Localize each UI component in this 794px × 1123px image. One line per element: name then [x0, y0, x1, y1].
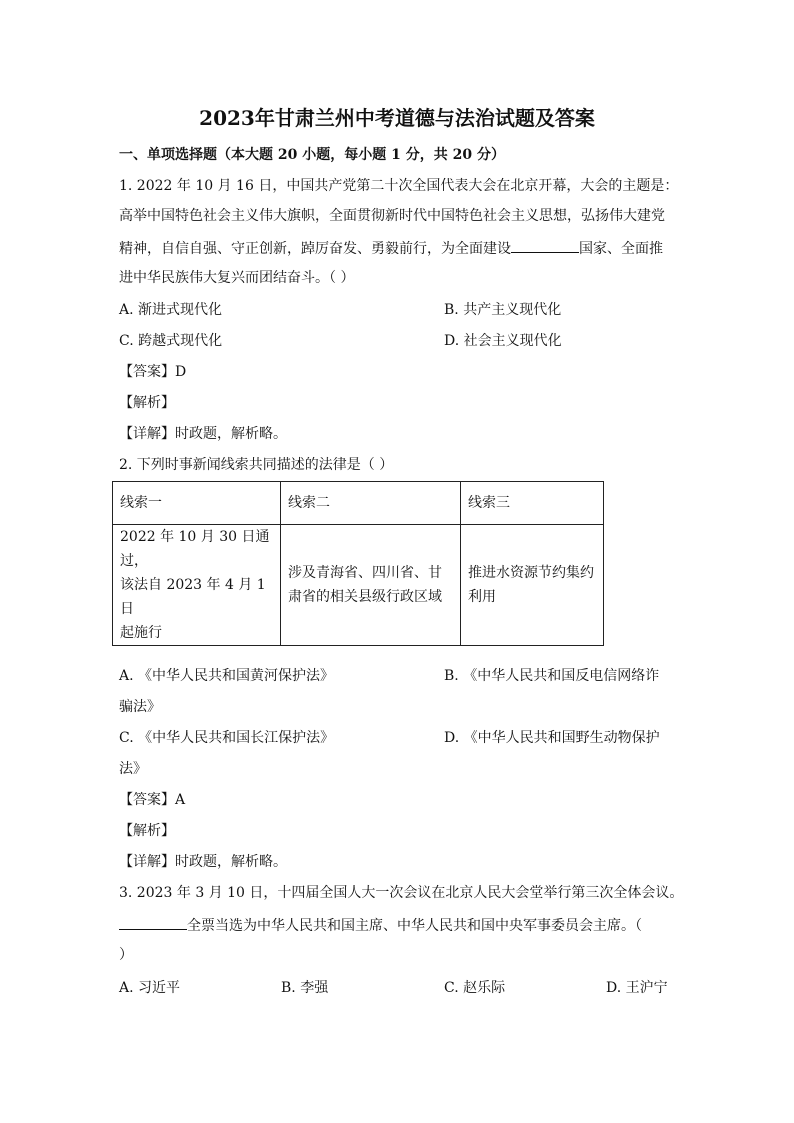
q3-stem-line-2-text: 全票当选为中华人民共和国主席、中华人民共和国中央军事委员会主席。（ [187, 918, 642, 934]
cell-line: 2022 年 10 月 30 日通过， [120, 529, 270, 569]
q2-option-b: B. 《中华人民共和国反电信网络诈 [444, 668, 660, 684]
section-heading: 一、单项选择题（本大题 20 小题，每小题 1 分，共 20 分） [119, 147, 505, 163]
q1-stem-line-3-post: 国家、全面推 [579, 241, 663, 257]
q1-stem-line-2: 高举中国特色社会主义伟大旗帜，全面贯彻新时代中国特色社会主义思想，弘扬伟大建党 [119, 208, 665, 224]
q2-option-b-cont: 骗法》 [119, 699, 161, 715]
table-header-cell: 线索一 [113, 482, 281, 525]
q1-option-b: B. 共产主义现代化 [444, 302, 562, 318]
document-title: 2023年甘肃兰州中考道德与法治试题及答案 [199, 106, 595, 130]
q1-stem-line-3 [119, 237, 663, 259]
clues-table [112, 481, 604, 646]
table-row [113, 525, 604, 646]
q1-detail: 【详解】时政题，解析略。 [119, 426, 287, 442]
q1-stem-line-3-pre: 精神，自信自强、守正创新，踔厉奋发、勇毅前行，为全面建设 [119, 241, 511, 257]
q2-detail: 【详解】时政题，解析略。 [119, 854, 287, 870]
q1-stem-line-1: 1. 2022 年 10 月 16 日，中国共产党第二十次全国代表大会在北京开幕，大会的主题是： [119, 178, 679, 194]
q3-option-b: B. 李强 [281, 980, 329, 996]
q1-option-d: D. 社会主义现代化 [444, 333, 562, 349]
q3-option-d: D. 王沪宁 [606, 980, 668, 996]
q1-analysis: 【解析】 [119, 395, 175, 411]
q1-option-c: C. 跨越式现代化 [119, 333, 223, 349]
cell-line: 起施行 [120, 625, 162, 641]
table-header-row [113, 482, 604, 525]
q1-answer: 【答案】D [119, 364, 187, 380]
table-header-cell: 线索三 [461, 482, 604, 525]
table-cell [281, 525, 461, 646]
q1-option-a: A. 渐进式现代化 [119, 302, 223, 318]
q2-stem: 2. 下列时事新闻线索共同描述的法律是（ ） [119, 457, 394, 473]
cell-line: 肃省的相关县级行政区域 [288, 589, 442, 605]
q3-option-a: A. 习近平 [119, 980, 181, 996]
cell-line: 涉及青海省、四川省、甘 [288, 565, 442, 581]
cell-line: 推进水资源节约集约 [468, 565, 594, 581]
q3-stem-line-2 [119, 914, 642, 936]
q2-option-d-cont: 法》 [119, 761, 147, 777]
q2-option-a: A. 《中华人民共和国黄河保护法》 [119, 668, 335, 684]
q3-stem-line-3: ） [119, 947, 133, 963]
q1-answer-blank [511, 237, 579, 253]
q3-stem-line-1: 3. 2023 年 3 月 10 日，十四届全国人大一次会议在北京人民大会堂举行第三次全体会议。 [119, 885, 684, 901]
q3-answer-blank [119, 914, 187, 930]
table-cell [113, 525, 281, 646]
q3-option-c: C. 赵乐际 [444, 980, 506, 996]
q2-analysis: 【解析】 [119, 823, 175, 839]
table-header-cell: 线索二 [281, 482, 461, 525]
q2-option-d: D. 《中华人民共和国野生动物保护 [444, 730, 660, 746]
q2-answer: 【答案】A [119, 792, 186, 808]
table-cell [461, 525, 604, 646]
cell-line: 该法自 2023 年 4 月 1 日 [120, 577, 266, 617]
cell-line: 利用 [468, 589, 496, 605]
q1-stem-line-4: 进中华民族伟大复兴而团结奋斗。（ ） [119, 270, 355, 286]
q2-option-c: C. 《中华人民共和国长江保护法》 [119, 730, 335, 746]
